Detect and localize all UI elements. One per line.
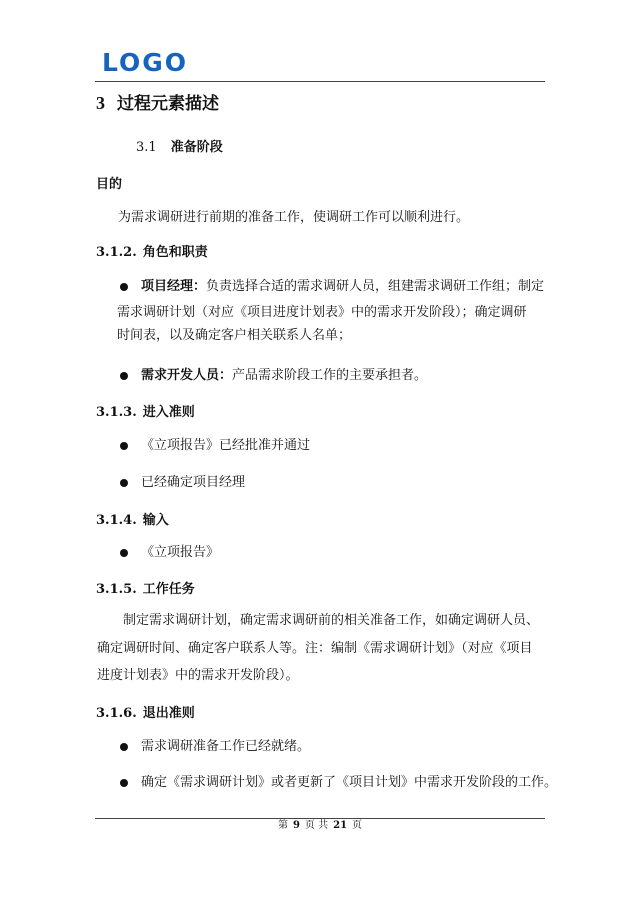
header-rule xyxy=(95,81,545,82)
section-title: 过程元素描述 xyxy=(117,94,219,114)
bullet-dot xyxy=(120,743,128,751)
input-title: 输入 xyxy=(142,513,169,528)
tasks-line2: 确定调研时间、确定客户联系人等。注：编制《需求调研计划》（对应《项目 xyxy=(97,641,533,656)
bullet-dot xyxy=(120,372,128,380)
role-dev xyxy=(141,366,427,386)
roles-title: 角色和职责 xyxy=(142,245,208,260)
tasks-title: 工作任务 xyxy=(142,582,195,597)
role-pm-line1 xyxy=(141,277,544,297)
role-pm-text: 负责选择合适的需求调研人员，组建需求调研工作组；制定 xyxy=(206,279,545,294)
subsection-number: 3.1 xyxy=(136,140,157,155)
entry-item: 《立项报告》已经批准并通过 xyxy=(141,438,311,453)
subsection-title: 准备阶段 xyxy=(170,140,223,155)
input-number: 3.1.4. xyxy=(96,513,137,528)
purpose-text: 为需求调研进行前期的准备工作，使调研工作可以顺利进行。 xyxy=(118,210,470,225)
exit-heading xyxy=(96,704,195,724)
exit-item: 需求调研准备工作已经就绪。 xyxy=(141,739,311,754)
entry-number: 3.1.3. xyxy=(96,405,137,420)
exit-title: 退出准则 xyxy=(142,706,195,721)
bullet-dot xyxy=(120,479,128,487)
section-number: 3 xyxy=(96,93,105,113)
tasks-heading xyxy=(96,580,195,600)
tasks-line3: 进度计划表》中的需求开发阶段）。 xyxy=(97,668,299,683)
role-pm-line3: 时间表，以及确定客户相关联系人名单； xyxy=(117,328,352,343)
entry-title: 进入准则 xyxy=(142,405,195,420)
role-dev-text: 产品需求阶段工作的主要承担者。 xyxy=(232,368,428,383)
tasks-number: 3.1.5. xyxy=(96,582,137,597)
role-pm-line2: 需求调研计划（对应《项目进度计划表》中的需求开发阶段）；确定调研 xyxy=(117,305,527,320)
tasks-line1: 制定需求调研计划，确定需求调研前的相关准备工作，如确定调研人员、 xyxy=(123,613,540,628)
entry-heading xyxy=(96,403,195,423)
footer-suffix: 页 xyxy=(352,820,363,831)
entry-item: 已经确定项目经理 xyxy=(141,475,246,490)
role-dev-label: 需求开发人员： xyxy=(141,368,233,383)
purpose-heading: 目的 xyxy=(96,177,123,192)
role-pm-label: 项目经理： xyxy=(141,279,207,294)
page-total: 21 xyxy=(333,820,348,831)
exit-item: 确定《需求调研计划》或者更新了《项目计划》中需求开发阶段的工作。 xyxy=(141,775,558,790)
page-number: 9 xyxy=(292,820,300,831)
exit-number: 3.1.6. xyxy=(96,706,137,721)
footer-prefix: 第 xyxy=(277,820,288,831)
logo: LOGO xyxy=(102,48,189,77)
roles-number: 3.1.2. xyxy=(96,245,137,260)
footer-mid: 页 共 xyxy=(304,820,329,831)
input-heading xyxy=(96,511,169,531)
bullet-dot xyxy=(120,779,128,787)
page-footer xyxy=(0,819,640,833)
bullet-dot xyxy=(120,283,128,291)
section-heading xyxy=(96,91,219,116)
roles-heading xyxy=(96,243,208,263)
bullet-dot xyxy=(120,549,128,557)
subsection-heading xyxy=(136,138,223,158)
input-item: 《立项报告》 xyxy=(141,545,220,560)
bullet-dot xyxy=(120,442,128,450)
